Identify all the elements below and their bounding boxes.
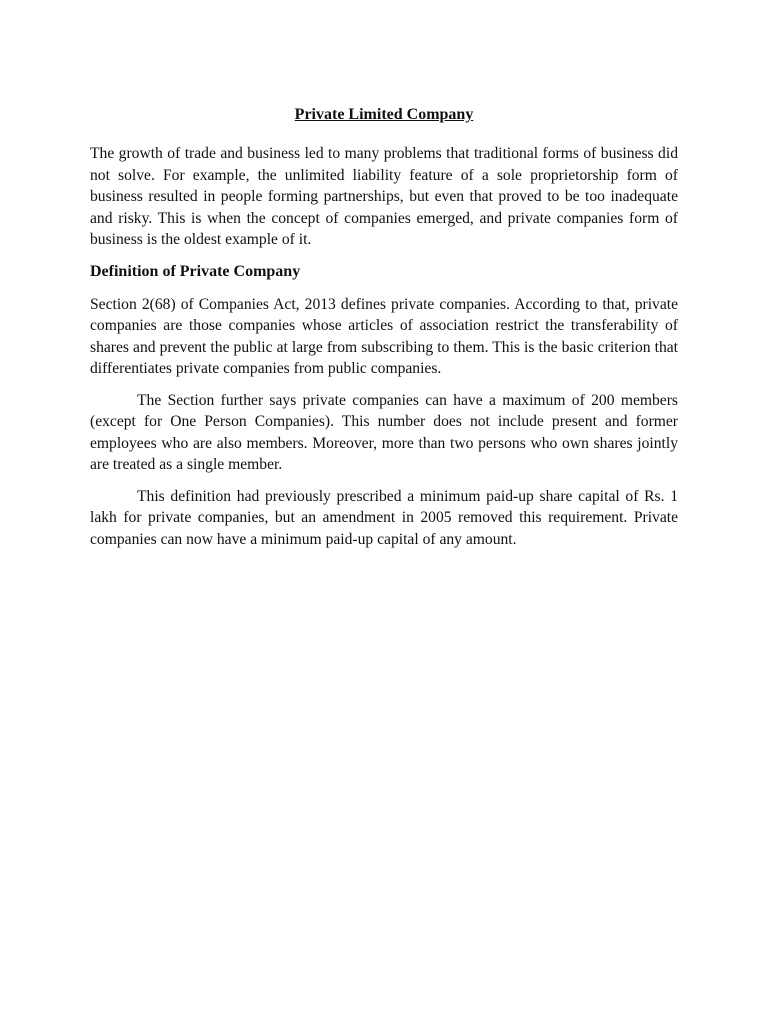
definition-paragraph: Section 2(68) of Companies Act, 2013 defines private companies. According to that, private companies are those companies whose articles of association restrict the transferability of shares and prevent the public at large from subscribing to them. This is the basic criterion that differentiates private companies from public companies. [90, 295, 678, 377]
intro-paragraph: The growth of trade and business led to many problems that traditional forms of business did not solve. For example, the unlimited liability feature of a sole proprietorship form of business resulted in people forming partnerships, but even that proved to be too inadequate and risky. This is when the concept of companies emerged, and private companies form of business is the oldest example of it. [90, 145, 678, 248]
section-heading: Definition of Private Company [90, 262, 301, 280]
capital-paragraph: This definition had previously prescribed a minimum paid-up share capital of Rs. 1 lakh for private companies, but an amendment in 2005 removed this requirement. Private companies can now have a minimum paid-up capital of any amount. [90, 487, 678, 548]
document-page [90, 104, 678, 560]
members-paragraph: The Section further says private companies can have a maximum of 200 members (except for One Person Companies). This number does not include present and former employees who are also members. Moreover, more than two persons who own shares jointly are treated as a single member. [90, 391, 678, 473]
document-title: Private Limited Company [294, 106, 474, 123]
